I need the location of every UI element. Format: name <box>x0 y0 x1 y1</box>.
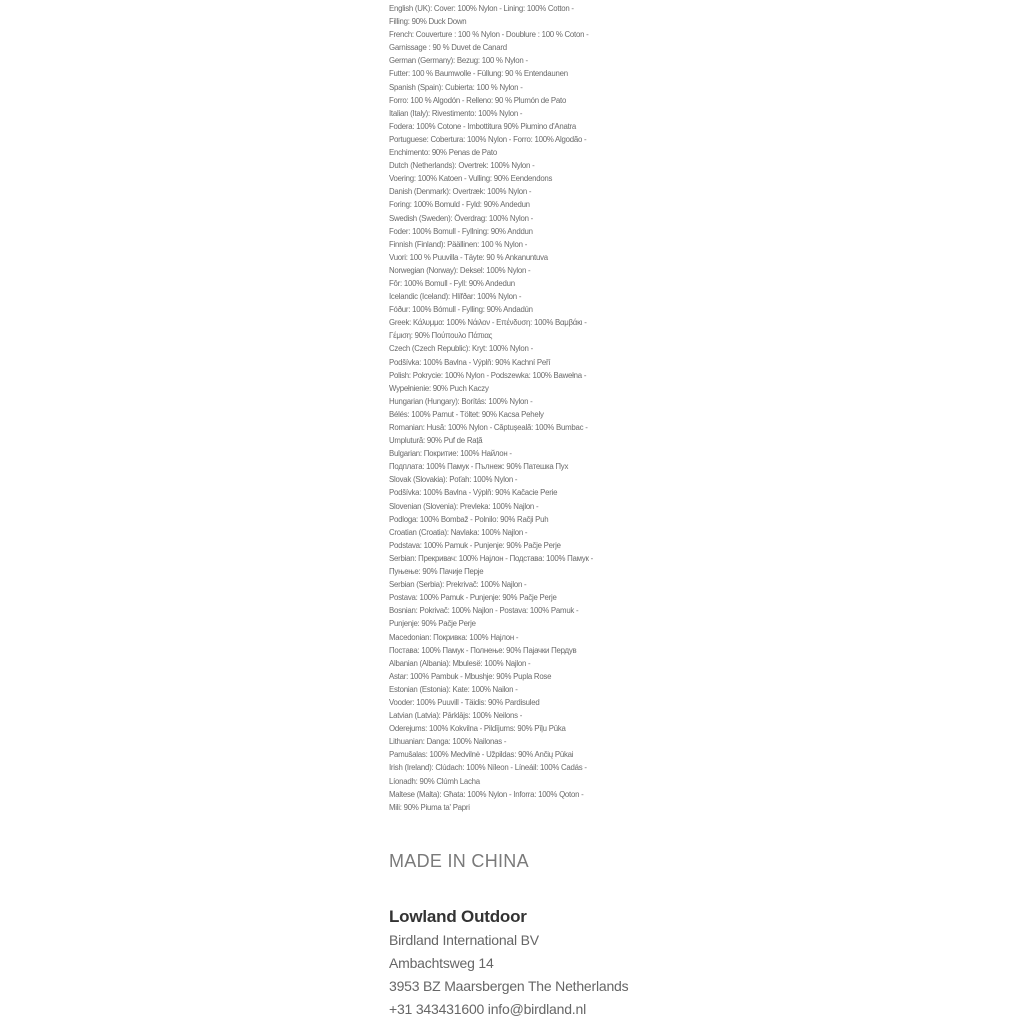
composition-line: Astar: 100% Pambuk - Mbushje: 90% Pupla Rose <box>389 671 552 681</box>
composition-line: Fôr: 100% Bomull - Fyll: 90% Andedun <box>389 278 515 288</box>
composition-line: Romanian: Husă: 100% Nylon - Căptușeală: 100% Bumbac - <box>389 423 588 432</box>
composition-line: Slovenian (Slovenia): Prevleka: 100% Najlon - <box>389 501 539 511</box>
composition-line: Spanish (Spain): Cubierta: 100 % Nylon - <box>389 82 523 92</box>
composition-line: Slovak (Slovakia): Poťah: 100% Nylon - <box>389 475 518 485</box>
composition-line: Voering: 100% Katoen - Vulling: 90% Eendendons <box>389 174 553 184</box>
company-info <box>389 905 628 1021</box>
composition-line: Foring: 100% Bomuld - Fyld: 90% Andedun <box>389 200 530 210</box>
composition-line: Irish (Ireland): Clúdach: 100% Níleon - Líneáil: 100% Cadás - <box>389 763 587 773</box>
composition-line: Norwegian (Norway): Deksel: 100% Nylon - <box>389 265 531 275</box>
composition-line: Lithuanian: Danga: 100% Nailonas - <box>389 737 507 747</box>
composition-line: Italian (Italy): Rivestimento: 100% Nylon - <box>389 108 523 118</box>
composition-line: Подплата: 100% Памук - Пълнеж: 90% Патешка Пух <box>389 462 569 472</box>
composition-line: Γέμιση: 90% Πούπουλο Πάπιας <box>389 331 493 341</box>
street-address: Ambachtsweg 14 <box>389 955 494 971</box>
composition-line: Polish: Pokrycie: 100% Nylon - Podszewka: 100% Bawełna - <box>389 370 587 380</box>
composition-line: Fóður: 100% Bómull - Fylling: 90% Andadún <box>389 305 533 315</box>
composition-line: Hungarian (Hungary): Borítás: 100% Nylon - <box>389 396 533 406</box>
composition-line: Enchimento: 90% Penas de Pato <box>389 148 497 158</box>
composition-line: Serbian: Прекривач: 100% Најлон - Подстава: 100% Памук - <box>389 553 594 563</box>
composition-line: Maltese (Malta): Għata: 100% Nylon - Inforra: 100% Qoton - <box>389 789 584 799</box>
composition-line: Dutch (Netherlands): Overtrek: 100% Nylon - <box>389 161 535 171</box>
composition-line: Macedonian: Покривка: 100% Најлон - <box>389 632 519 642</box>
composition-line: Punjenje: 90% Pačje Perje <box>389 619 476 629</box>
composition-line: Garnissage : 90 % Duvet de Canard <box>389 43 507 53</box>
composition-line: Finnish (Finland): Päällinen: 100 % Nylon - <box>389 239 528 249</box>
composition-line: Estonian (Estonia): Kate: 100% Nailon - <box>389 684 518 694</box>
composition-line: Постава: 100% Памук - Полнење: 90% Пајачки Пердув <box>389 645 577 655</box>
composition-line: Bélés: 100% Pamut - Töltet: 90% Kacsa Pehely <box>389 409 544 419</box>
composition-line: Podšívka: 100% Bavlna - Výplň: 90% Kachní Peří <box>389 357 551 367</box>
composition-line: Icelandic (Iceland): Hlífðar: 100% Nylon - <box>389 292 522 302</box>
composition-line: English (UK): Cover: 100% Nylon - Lining: 100% Cotton - <box>389 4 574 13</box>
composition-line: Oderejums: 100% Kokvilna - Pildījums: 90% Pīļu Pūka <box>389 724 566 734</box>
composition-line: Croatian (Croatia): Navlaka: 100% Najlon - <box>389 527 528 537</box>
composition-line: Filling: 90% Duck Down <box>389 17 467 27</box>
composition-line: Bulgarian: Покритие: 100% Найлон - <box>389 449 512 459</box>
composition-line: Mili: 90% Piuma ta' Papri <box>389 802 470 812</box>
composition-line: Líonadh: 90% Clúmh Lacha <box>389 776 480 786</box>
composition-line: Пуњење: 90% Пачије Перје <box>389 567 484 577</box>
city-address: 3953 BZ Maarsbergen The Netherlands <box>389 978 629 994</box>
composition-line: Podloga: 100% Bombaž - Polnilo: 90% Račji Puh <box>389 514 549 524</box>
composition-line: Vooder: 100% Puuvill - Täidis: 90% Pardisuled <box>389 697 540 707</box>
composition-line: Wypełnienie: 90% Puch Kaczy <box>389 383 489 393</box>
composition-line: Portuguese: Cobertura: 100% Nylon - Forro: 100% Algodão - <box>389 134 587 144</box>
composition-line: Danish (Denmark): Overtræk: 100% Nylon - <box>389 187 532 197</box>
composition-line: Serbian (Serbia): Prekrivač: 100% Najlon - <box>389 580 527 590</box>
brand-name: Lowland Outdoor <box>389 907 527 926</box>
composition-line: Czech (Czech Republic): Kryt: 100% Nylon - <box>389 344 533 354</box>
fabric-composition-label <box>389 2 649 814</box>
composition-line: Forro: 100 % Algodón - Relleno: 90 % Plumón de Pato <box>389 95 567 105</box>
composition-line: Fodera: 100% Cotone - Imbottitura 90% Piumino d'Anatra <box>389 121 576 131</box>
composition-line: Greek: Κάλυμμα: 100% Νάιλον - Επένδυση: 100% Βαμβάκι - <box>389 318 587 328</box>
fabric-composition-list <box>389 2 649 814</box>
composition-line: Swedish (Sweden): Överdrag: 100% Nylon - <box>389 213 534 223</box>
composition-line: Albanian (Albania): Mbulesë: 100% Najlon - <box>389 658 531 668</box>
composition-line: Vuori: 100 % Puuvilla - Täyte: 90 % Ankanuntuva <box>389 252 548 262</box>
company-name: Birdland International BV <box>389 932 539 948</box>
composition-line: Podstava: 100% Pamuk - Punjenje: 90% Pačje Perje <box>389 540 561 550</box>
composition-line: Latvian (Latvia): Pārklājs: 100% Neilons - <box>389 711 523 721</box>
composition-line: Pamušalas: 100% Medvilnė - Užpildas: 90% Ančių Pūkai <box>389 750 574 760</box>
contact-info: +31 343431600 info@birdland.nl <box>389 1001 586 1017</box>
composition-line: Foder: 100% Bomull - Fyllning: 90% Anddun <box>389 226 533 236</box>
country-of-origin: MADE IN CHINA <box>389 851 529 871</box>
composition-line: Umplutură: 90% Puf de Rață <box>389 436 483 446</box>
composition-line: Bosnian: Pokrivač: 100% Najlon - Postava: 100% Pamuk - <box>389 606 579 616</box>
composition-line: Podšívka: 100% Bavlna - Výplň: 90% Kačacie Perie <box>389 488 558 498</box>
composition-line: Postava: 100% Pamuk - Punjenje: 90% Pačje Perje <box>389 593 557 603</box>
composition-line: German (Germany): Bezug: 100 % Nylon - <box>389 56 528 66</box>
composition-line: French: Couverture : 100 % Nylon - Doublure : 100 % Coton - <box>389 30 589 40</box>
composition-line: Futter: 100 % Baumwolle - Füllung: 90 % Entendaunen <box>389 69 568 79</box>
